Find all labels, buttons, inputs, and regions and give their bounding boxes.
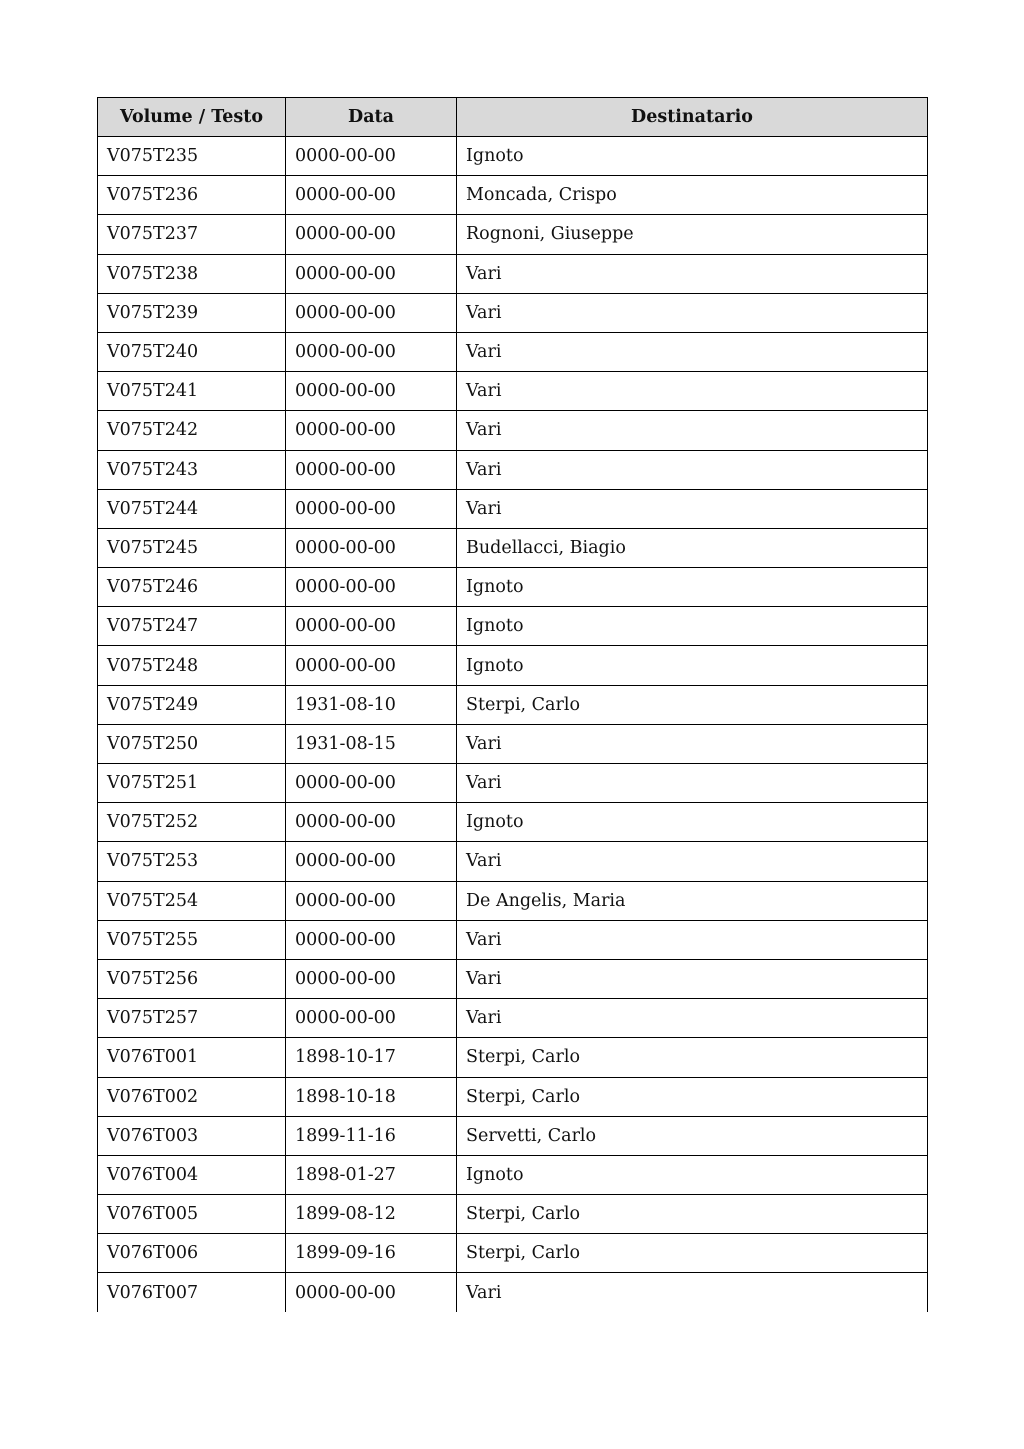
table-row — [98, 1155, 928, 1194]
table-row — [98, 607, 928, 646]
cell-date: 0000-00-00 — [286, 372, 457, 411]
cell-recipient: Moncada, Crispo — [457, 176, 928, 215]
cell-volume: V075T246 — [98, 568, 286, 607]
cell-recipient: Budellacci, Biagio — [457, 528, 928, 567]
cell-recipient: Vari — [457, 372, 928, 411]
table-body — [98, 137, 928, 1313]
cell-volume: V076T002 — [98, 1077, 286, 1116]
cell-volume: V075T244 — [98, 489, 286, 528]
cell-date: 0000-00-00 — [286, 999, 457, 1038]
cell-date: 0000-00-00 — [286, 332, 457, 371]
cell-recipient: Rognoni, Giuseppe — [457, 215, 928, 254]
column-header-volume: Volume / Testo — [98, 98, 286, 137]
cell-volume: V075T239 — [98, 293, 286, 332]
cell-recipient: Vari — [457, 764, 928, 803]
cell-recipient: Vari — [457, 411, 928, 450]
cell-date: 1899-09-16 — [286, 1234, 457, 1273]
cell-date: 0000-00-00 — [286, 215, 457, 254]
table-row — [98, 489, 928, 528]
table-row — [98, 1273, 928, 1312]
cell-volume: V075T235 — [98, 137, 286, 176]
table-row — [98, 372, 928, 411]
cell-date: 1931-08-15 — [286, 724, 457, 763]
cell-recipient: Vari — [457, 332, 928, 371]
cell-volume: V076T004 — [98, 1155, 286, 1194]
cell-recipient: Sterpi, Carlo — [457, 1195, 928, 1234]
cell-date: 0000-00-00 — [286, 411, 457, 450]
cell-date: 1931-08-10 — [286, 685, 457, 724]
cell-date: 0000-00-00 — [286, 959, 457, 998]
cell-date: 1898-10-18 — [286, 1077, 457, 1116]
cell-recipient: Ignoto — [457, 607, 928, 646]
table-row — [98, 646, 928, 685]
cell-recipient: Vari — [457, 999, 928, 1038]
cell-recipient: Vari — [457, 959, 928, 998]
cell-volume: V076T007 — [98, 1273, 286, 1312]
cell-recipient: Sterpi, Carlo — [457, 1038, 928, 1077]
cell-date: 1898-10-17 — [286, 1038, 457, 1077]
cell-volume: V075T248 — [98, 646, 286, 685]
table-row — [98, 137, 928, 176]
table-row — [98, 254, 928, 293]
cell-volume: V076T003 — [98, 1116, 286, 1155]
cell-recipient: De Angelis, Maria — [457, 881, 928, 920]
table-row — [98, 881, 928, 920]
cell-date: 0000-00-00 — [286, 764, 457, 803]
cell-date: 0000-00-00 — [286, 1273, 457, 1312]
cell-recipient: Vari — [457, 293, 928, 332]
cell-recipient: Ignoto — [457, 803, 928, 842]
table-row — [98, 842, 928, 881]
table-row — [98, 1195, 928, 1234]
cell-recipient: Ignoto — [457, 646, 928, 685]
cell-recipient: Vari — [457, 920, 928, 959]
cell-recipient: Servetti, Carlo — [457, 1116, 928, 1155]
cell-volume: V075T240 — [98, 332, 286, 371]
letters-table — [97, 97, 928, 1312]
cell-volume: V075T250 — [98, 724, 286, 763]
table-row — [98, 1038, 928, 1077]
cell-date: 0000-00-00 — [286, 646, 457, 685]
table-row — [98, 450, 928, 489]
table-row — [98, 568, 928, 607]
column-header-recipient: Destinatario — [457, 98, 928, 137]
cell-date: 0000-00-00 — [286, 450, 457, 489]
cell-volume: V075T236 — [98, 176, 286, 215]
cell-volume: V075T238 — [98, 254, 286, 293]
cell-date: 1899-08-12 — [286, 1195, 457, 1234]
cell-recipient: Sterpi, Carlo — [457, 1234, 928, 1273]
table-row — [98, 176, 928, 215]
cell-volume: V075T251 — [98, 764, 286, 803]
table-row — [98, 685, 928, 724]
cell-recipient: Vari — [457, 724, 928, 763]
cell-volume: V075T242 — [98, 411, 286, 450]
cell-date: 0000-00-00 — [286, 254, 457, 293]
table-row — [98, 1077, 928, 1116]
cell-date: 0000-00-00 — [286, 607, 457, 646]
cell-date: 0000-00-00 — [286, 528, 457, 567]
cell-volume: V075T252 — [98, 803, 286, 842]
column-header-date: Data — [286, 98, 457, 137]
cell-volume: V075T255 — [98, 920, 286, 959]
cell-date: 0000-00-00 — [286, 803, 457, 842]
cell-date: 0000-00-00 — [286, 842, 457, 881]
table-row — [98, 803, 928, 842]
cell-date: 0000-00-00 — [286, 489, 457, 528]
table-row — [98, 332, 928, 371]
cell-volume: V075T241 — [98, 372, 286, 411]
table-row — [98, 1234, 928, 1273]
cell-volume: V075T243 — [98, 450, 286, 489]
cell-date: 0000-00-00 — [286, 881, 457, 920]
table-row — [98, 764, 928, 803]
cell-recipient: Vari — [457, 842, 928, 881]
cell-volume: V075T254 — [98, 881, 286, 920]
cell-volume: V076T005 — [98, 1195, 286, 1234]
cell-volume: V076T001 — [98, 1038, 286, 1077]
table-row — [98, 528, 928, 567]
cell-date: 1899-11-16 — [286, 1116, 457, 1155]
cell-recipient: Ignoto — [457, 1155, 928, 1194]
cell-date: 0000-00-00 — [286, 293, 457, 332]
cell-volume: V075T256 — [98, 959, 286, 998]
cell-recipient: Vari — [457, 1273, 928, 1312]
table-row — [98, 293, 928, 332]
cell-recipient: Vari — [457, 254, 928, 293]
cell-recipient: Ignoto — [457, 568, 928, 607]
cell-volume: V075T257 — [98, 999, 286, 1038]
cell-date: 0000-00-00 — [286, 920, 457, 959]
cell-recipient: Sterpi, Carlo — [457, 685, 928, 724]
cell-volume: V075T237 — [98, 215, 286, 254]
table-row — [98, 724, 928, 763]
cell-recipient: Vari — [457, 489, 928, 528]
table-header-row — [98, 98, 928, 137]
cell-volume: V075T249 — [98, 685, 286, 724]
table-row — [98, 411, 928, 450]
cell-volume: V075T247 — [98, 607, 286, 646]
cell-date: 0000-00-00 — [286, 137, 457, 176]
cell-recipient: Vari — [457, 450, 928, 489]
table-row — [98, 215, 928, 254]
cell-date: 0000-00-00 — [286, 176, 457, 215]
table-row — [98, 1116, 928, 1155]
table-row — [98, 959, 928, 998]
cell-date: 0000-00-00 — [286, 568, 457, 607]
cell-volume: V076T006 — [98, 1234, 286, 1273]
cell-date: 1898-01-27 — [286, 1155, 457, 1194]
cell-recipient: Sterpi, Carlo — [457, 1077, 928, 1116]
table-row — [98, 920, 928, 959]
cell-volume: V075T253 — [98, 842, 286, 881]
cell-volume: V075T245 — [98, 528, 286, 567]
table-row — [98, 999, 928, 1038]
cell-recipient: Ignoto — [457, 137, 928, 176]
